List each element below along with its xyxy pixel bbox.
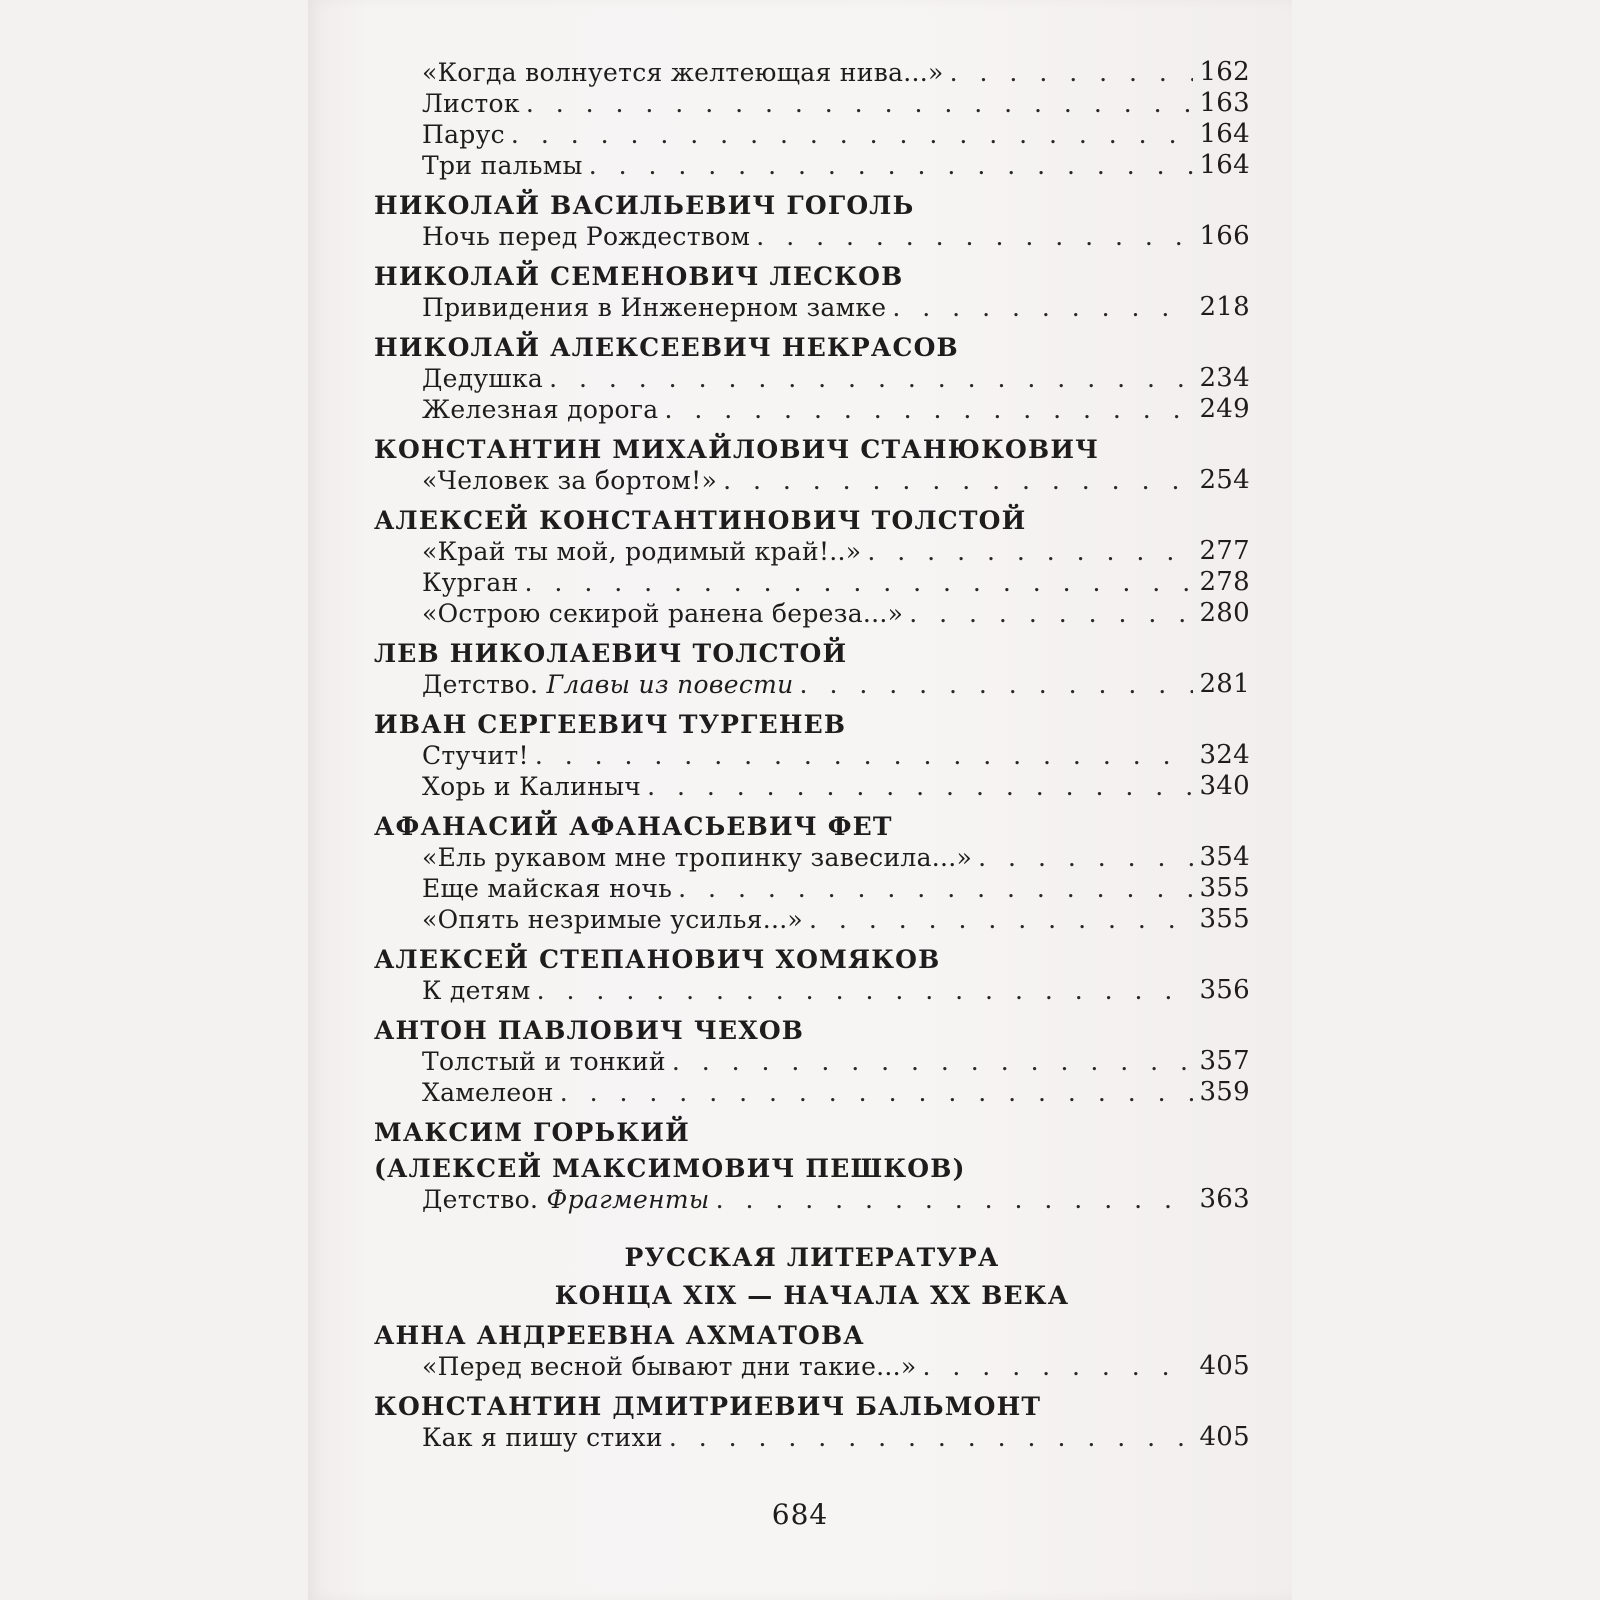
toc-entry bbox=[374, 872, 1250, 903]
entry-title bbox=[422, 120, 505, 149]
entry-title-text: «Когда волнуется желтеющая нива...» bbox=[422, 58, 944, 87]
entry-title bbox=[422, 1047, 666, 1076]
entry-subtitle: Фрагменты bbox=[546, 1185, 710, 1214]
entry-page-number: 162 bbox=[1199, 57, 1250, 87]
entry-page-number: 249 bbox=[1199, 394, 1250, 424]
entry-title bbox=[422, 568, 519, 597]
entry-title-text: Еще майская ночь bbox=[422, 874, 673, 903]
toc-entry bbox=[374, 535, 1250, 566]
entry-title-text: Дедушка bbox=[422, 364, 544, 393]
entry-page-number: 324 bbox=[1199, 740, 1250, 770]
toc-entry bbox=[374, 291, 1250, 322]
toc-entry bbox=[374, 1045, 1250, 1076]
toc-entry bbox=[374, 1350, 1250, 1381]
dot-leader bbox=[867, 537, 1193, 566]
entry-page-number: 357 bbox=[1199, 1046, 1250, 1076]
entry-page-number: 280 bbox=[1199, 598, 1250, 628]
entry-title-text: Листок bbox=[422, 89, 520, 118]
toc-entry bbox=[374, 668, 1250, 699]
dot-leader bbox=[672, 1047, 1194, 1076]
toc-entry bbox=[374, 566, 1250, 597]
entry-page-number: 355 bbox=[1199, 904, 1250, 934]
author-heading: АНТОН ПАВЛОВИЧ ЧЕХОВ bbox=[374, 1016, 805, 1045]
toc-entry bbox=[374, 974, 1250, 1005]
entry-title bbox=[422, 293, 886, 322]
dot-leader bbox=[537, 976, 1194, 1005]
dot-leader bbox=[892, 293, 1193, 322]
entry-page-number: 281 bbox=[1199, 669, 1250, 699]
dot-leader bbox=[589, 151, 1194, 180]
entry-page-number: 405 bbox=[1199, 1422, 1250, 1452]
toc-entry bbox=[374, 362, 1250, 393]
author-heading: АЛЕКСЕЙ СТЕПАНОВИЧ ХОМЯКОВ bbox=[374, 945, 941, 974]
dot-leader bbox=[669, 1423, 1194, 1452]
toc-entry bbox=[374, 1076, 1250, 1107]
entry-title bbox=[422, 89, 520, 118]
entry-title bbox=[422, 599, 903, 628]
toc-entry bbox=[374, 1421, 1250, 1452]
toc-entry bbox=[374, 87, 1250, 118]
entry-page-number: 164 bbox=[1199, 119, 1250, 149]
entry-title bbox=[422, 537, 861, 566]
entry-title bbox=[422, 772, 641, 801]
entry-page-number: 363 bbox=[1199, 1184, 1250, 1214]
entry-title-text: Три пальмы bbox=[422, 151, 583, 180]
entry-title-text: Как я пишу стихи bbox=[422, 1423, 663, 1452]
dot-leader bbox=[756, 222, 1193, 251]
dot-leader bbox=[809, 905, 1193, 934]
entry-title bbox=[422, 1423, 663, 1452]
dot-leader bbox=[535, 741, 1194, 770]
entry-page-number: 234 bbox=[1199, 363, 1250, 393]
toc-entry bbox=[374, 56, 1250, 87]
entry-page-number: 278 bbox=[1199, 567, 1250, 597]
entry-subtitle: Главы из повести bbox=[546, 670, 794, 699]
table-of-contents bbox=[374, 56, 1250, 1452]
toc-entry bbox=[374, 903, 1250, 934]
entry-title bbox=[422, 670, 794, 699]
entry-title-text: Детство. bbox=[422, 670, 539, 699]
toc-entry bbox=[374, 464, 1250, 495]
entry-title-text: Привидения в Инженерном замке bbox=[422, 293, 887, 322]
section-heading: КОНЦА XIX — НАЧАЛА XX ВЕКА bbox=[554, 1281, 1070, 1310]
entry-title bbox=[422, 151, 583, 180]
entry-page-number: 355 bbox=[1199, 873, 1250, 903]
entry-title-text: Железная дорога bbox=[422, 395, 659, 424]
entry-page-number: 218 bbox=[1199, 292, 1250, 322]
entry-title-text: Стучит! bbox=[422, 741, 529, 770]
entry-title-text: «Ель рукавом мне тропинку завесила...» bbox=[422, 843, 973, 872]
entry-page-number: 340 bbox=[1199, 771, 1250, 801]
entry-page-number: 166 bbox=[1199, 221, 1250, 251]
toc-entry bbox=[374, 149, 1250, 180]
entry-title bbox=[422, 874, 672, 903]
dot-leader bbox=[723, 466, 1193, 495]
entry-title bbox=[422, 395, 658, 424]
entry-page-number: 359 bbox=[1199, 1077, 1250, 1107]
author-heading: АЛЕКСЕЙ КОНСТАНТИНОВИЧ ТОЛСТОЙ bbox=[374, 506, 1027, 535]
toc-entry bbox=[374, 739, 1250, 770]
entry-title-text: Парус bbox=[422, 120, 505, 149]
entry-page-number: 254 bbox=[1199, 465, 1250, 495]
entry-page-number: 354 bbox=[1199, 842, 1250, 872]
entry-title bbox=[422, 364, 543, 393]
entry-title-text: Хорь и Калиныч bbox=[422, 772, 642, 801]
dot-leader bbox=[525, 568, 1194, 597]
entry-title-text: «Край ты мой, родимый край!..» bbox=[422, 537, 862, 566]
entry-page-number: 356 bbox=[1199, 975, 1250, 1005]
dot-leader bbox=[560, 1078, 1194, 1107]
dot-leader bbox=[511, 120, 1194, 149]
toc-entry bbox=[374, 118, 1250, 149]
dot-leader bbox=[923, 1352, 1194, 1381]
author-heading: КОНСТАНТИН МИХАЙЛОВИЧ СТАНЮКОВИЧ bbox=[374, 435, 1100, 464]
entry-page-number: 405 bbox=[1199, 1351, 1250, 1381]
entry-title-text: Детство. bbox=[422, 1185, 539, 1214]
author-heading: НИКОЛАЙ СЕМЕНОВИЧ ЛЕСКОВ bbox=[374, 262, 904, 291]
author-heading: МАКСИМ ГОРЬКИЙ bbox=[374, 1118, 690, 1147]
author-heading: (АЛЕКСЕЙ МАКСИМОВИЧ ПЕШКОВ) bbox=[374, 1154, 966, 1183]
dot-leader bbox=[526, 89, 1194, 118]
author-heading: НИКОЛАЙ АЛЕКСЕЕВИЧ НЕКРАСОВ bbox=[374, 333, 959, 362]
entry-title bbox=[422, 466, 717, 495]
entry-title-text: «Опять незримые усилья...» bbox=[422, 905, 804, 934]
entry-title-text: Толстый и тонкий bbox=[422, 1047, 666, 1076]
entry-title bbox=[422, 1352, 917, 1381]
dot-leader bbox=[800, 670, 1194, 699]
entry-title bbox=[422, 843, 972, 872]
entry-title bbox=[422, 58, 944, 87]
toc-entry bbox=[374, 220, 1250, 251]
entry-title-text: К детям bbox=[422, 976, 531, 1005]
author-heading: КОНСТАНТИН ДМИТРИЕВИЧ БАЛЬМОНТ bbox=[374, 1392, 1042, 1421]
author-heading: НИКОЛАЙ ВАСИЛЬЕВИЧ ГОГОЛЬ bbox=[374, 191, 915, 220]
toc-entry bbox=[374, 597, 1250, 628]
entry-page-number: 164 bbox=[1199, 150, 1250, 180]
toc-entry bbox=[374, 393, 1250, 424]
author-heading: АННА АНДРЕЕВНА АХМАТОВА bbox=[374, 1321, 865, 1350]
author-heading: ИВАН СЕРГЕЕВИЧ ТУРГЕНЕВ bbox=[374, 710, 847, 739]
page-number: 684 bbox=[771, 1498, 829, 1531]
dot-leader bbox=[664, 395, 1193, 424]
entry-title bbox=[422, 1185, 710, 1214]
dot-leader bbox=[716, 1185, 1194, 1214]
entry-page-number: 163 bbox=[1199, 88, 1250, 118]
dot-leader bbox=[549, 364, 1193, 393]
entry-title bbox=[422, 976, 531, 1005]
entry-title-text: «Перед весной бывают дни такие...» bbox=[422, 1352, 917, 1381]
entry-page-number: 277 bbox=[1199, 536, 1250, 566]
dot-leader bbox=[978, 843, 1193, 872]
entry-title bbox=[422, 905, 803, 934]
entry-title-text: Хамелеон bbox=[422, 1078, 554, 1107]
entry-title bbox=[422, 741, 529, 770]
dot-leader bbox=[909, 599, 1193, 628]
toc-entry bbox=[374, 770, 1250, 801]
entry-title-text: Ночь перед Рождеством bbox=[422, 222, 751, 251]
dot-leader bbox=[647, 772, 1193, 801]
toc-entry bbox=[374, 841, 1250, 872]
section-heading: РУССКАЯ ЛИТЕРАТУРА bbox=[624, 1243, 1000, 1272]
entry-title-text: «Человек за бортом!» bbox=[422, 466, 718, 495]
author-heading: ЛЕВ НИКОЛАЕВИЧ ТОЛСТОЙ bbox=[374, 639, 848, 668]
toc-entry bbox=[374, 1183, 1250, 1214]
dot-leader bbox=[678, 874, 1193, 903]
entry-title bbox=[422, 1078, 554, 1107]
author-heading: АФАНАСИЙ АФАНАСЬЕВИЧ ФЕТ bbox=[374, 812, 893, 841]
entry-title-text: Курган bbox=[422, 568, 519, 597]
entry-title bbox=[422, 222, 750, 251]
entry-title-text: «Острою секирой ранена береза...» bbox=[422, 599, 904, 628]
dot-leader bbox=[950, 58, 1194, 87]
